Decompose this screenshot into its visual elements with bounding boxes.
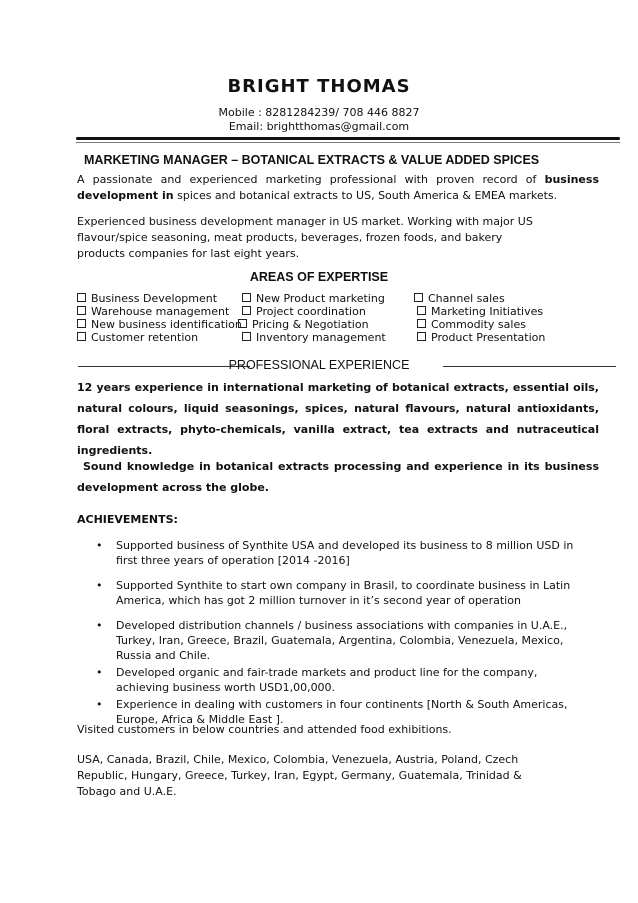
achievement-text: Supported business of Synthite USA and developed its business to 8 million USD in first three years of operation [2014 -2016]	[116, 539, 574, 567]
visited-countries: USA, Canada, Brazil, Chile, Mexico, Colombia, Venezuela, Austria, Poland, Czech Republic, Hungary, Greece, Turkey, Iran, Egypt, Germany, Guatemala, Trinidad & Tobago and U.A.E.	[77, 753, 522, 798]
expertise-item	[417, 305, 543, 318]
summary-paragraph-2: Experienced business development manager in US market. Working with major US flavour/spice seasoning, meat products, beverages, frozen foods, and bakery products companies for last eight years.	[77, 215, 533, 260]
expertise-item	[242, 305, 366, 318]
expertise-item	[238, 318, 369, 331]
summary-p1-bold: business development in	[77, 173, 599, 202]
bullet-icon: •	[96, 539, 103, 552]
bullet-icon: •	[96, 666, 103, 679]
achievements-title: ACHIEVEMENTS:	[77, 513, 178, 526]
checkbox-icon	[77, 332, 86, 341]
summary-p1-tail: spices and botanical extracts to US, South America & EMEA markets.	[173, 189, 558, 202]
checkbox-icon	[242, 332, 251, 341]
checkbox-icon	[77, 306, 86, 315]
expertise-row	[77, 331, 607, 344]
expertise-row	[77, 292, 607, 305]
expertise-item	[77, 292, 217, 305]
expertise-row	[77, 318, 607, 331]
expertise-label: Commodity sales	[431, 318, 526, 331]
bullet-icon: •	[96, 579, 103, 592]
expertise-item	[77, 331, 198, 344]
checkbox-icon	[417, 319, 426, 328]
expertise-label: Channel sales	[428, 292, 505, 305]
expertise-label: New Product marketing	[256, 292, 385, 305]
experience-title: PROFESSIONAL EXPERIENCE	[228, 358, 410, 372]
expertise-item	[414, 292, 505, 305]
achievement-text: Experience in dealing with customers in four continents [North & South Americas, Europe, Africa & Middle East ].	[116, 698, 568, 726]
expertise-item	[242, 331, 386, 344]
expertise-grid	[77, 292, 607, 344]
expertise-item	[77, 305, 229, 318]
candidate-name: BRIGHT THOMAS	[227, 76, 411, 97]
checkbox-icon	[242, 293, 251, 302]
expertise-label: Warehouse management	[91, 305, 230, 318]
expertise-label: Project coordination	[256, 305, 366, 318]
expertise-label: Business Development	[91, 292, 218, 305]
expertise-label: New business identification	[91, 318, 242, 331]
expertise-label: Inventory management	[256, 331, 386, 344]
achievements-list	[96, 538, 576, 727]
achievement-text: Supported Synthite to start own company in Brasil, to coordinate business in Latin America, which has got 2 million turnover in it’s second year of operation	[116, 579, 571, 607]
list-item	[96, 618, 576, 663]
visited-intro: Visited customers in below countries and attended food exhibitions.	[77, 723, 452, 736]
expertise-title: AREAS OF EXPERTISE	[249, 270, 389, 284]
summary-paragraph-1	[77, 172, 599, 204]
expertise-label: Customer retention	[91, 331, 199, 344]
checkbox-icon	[77, 293, 86, 302]
header-rule-thin	[76, 142, 620, 143]
checkbox-icon	[414, 293, 423, 302]
checkbox-icon	[238, 319, 247, 328]
bullet-icon: •	[96, 619, 103, 632]
experience-paragraph-1: 12 years experience in international marketing of botanical extracts, essential oils, natural colours, liquid seasonings, spices, natural flavours, natural antioxidants, floral extracts, phyto-chemicals, vanilla extract, tea extracts and nutraceutical ingredients.	[77, 381, 599, 457]
mobile-line: Mobile : 8281284239/ 708 446 8827	[218, 106, 420, 119]
achievement-text: Developed organic and fair-trade markets and product line for the company, achieving business worth USD1,00,000.	[116, 666, 538, 694]
list-item	[96, 665, 576, 695]
expertise-row	[77, 305, 607, 318]
headline: MARKETING MANAGER – BOTANICAL EXTRACTS & VALUE ADDED SPICES	[84, 153, 540, 167]
expertise-item	[417, 331, 545, 344]
checkbox-icon	[242, 306, 251, 315]
bullet-icon: •	[96, 698, 103, 711]
experience-paragraph-2: Sound knowledge in botanical extracts processing and experience in its business development across the globe.	[77, 460, 599, 494]
header-rule	[76, 137, 620, 140]
achievement-text: Developed distribution channels / business associations with companies in U.A.E., Turkey, Iran, Greece, Brazil, Guatemala, Argentina, Colombia, Venezuela, Mexico, Russia and Chile.	[116, 619, 568, 662]
checkbox-icon	[417, 332, 426, 341]
list-item	[96, 538, 576, 568]
summary-p1-text: A passionate and experienced marketing professional with proven record of	[77, 173, 545, 186]
expertise-label: Marketing Initiatives	[431, 305, 544, 318]
expertise-item	[77, 318, 242, 331]
checkbox-icon	[77, 319, 86, 328]
checkbox-icon	[417, 306, 426, 315]
list-item	[96, 578, 576, 608]
expertise-item	[242, 292, 385, 305]
expertise-item	[417, 318, 526, 331]
email-line: Email: brightthomas@gmail.com	[228, 120, 410, 133]
expertise-label: Product Presentation	[431, 331, 546, 344]
expertise-label: Pricing & Negotiation	[252, 318, 369, 331]
